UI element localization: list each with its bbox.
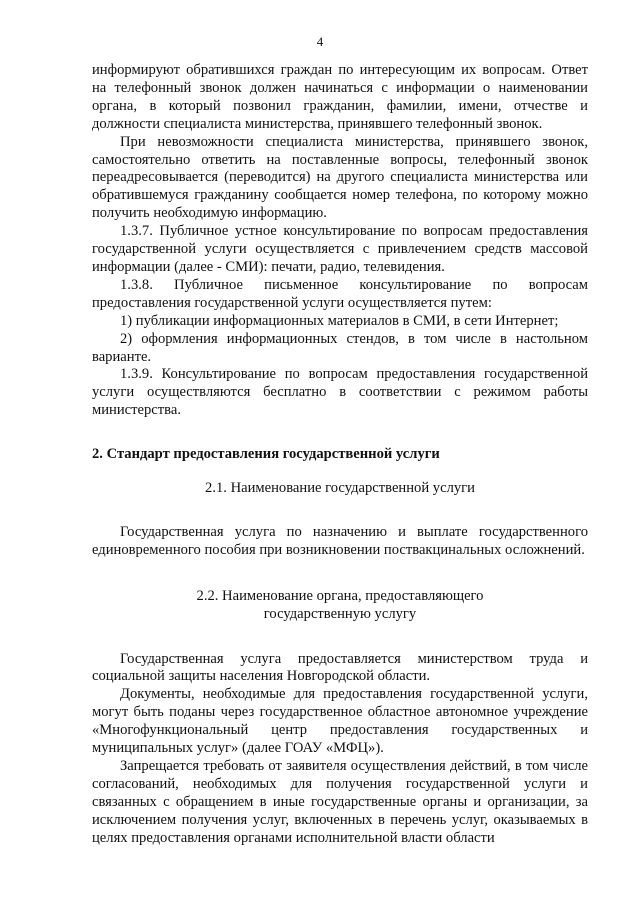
paragraph: 1.3.9. Консультирование по вопросам предоставления государственной услуги осуществляются бесплатно в соответствии с режимом работы министерства. bbox=[92, 366, 588, 419]
subsection-heading-line: 2.2. Наименование органа, предоставляющего bbox=[196, 587, 484, 604]
subsection-heading-line: государственную услугу bbox=[263, 605, 417, 622]
paragraph: 1) публикации информационных материалов в СМИ, в сети Интернет; bbox=[120, 312, 559, 329]
paragraph: информируют обратившихся граждан по интересующим их вопросам. Ответ на телефонный звонок должен начинаться с информации о наименовании органа, в который позвонил гражданин, фамилии, имени, отчестве и должности специалиста министерства, принявшего телефонный звонок. bbox=[92, 62, 588, 132]
paragraph: 1.3.8. Публичное письменное консультирование по вопросам предоставления государственной услуги осуществляется путем: bbox=[92, 276, 588, 311]
subsection-heading bbox=[92, 588, 588, 624]
subsection-heading: 2.1. Наименование государственной услуги bbox=[205, 480, 475, 497]
paragraph: Государственная услуга предоставляется министерством труда и социальной защиты населения Новгородской области. bbox=[92, 650, 588, 685]
paragraph: Государственная услуга по назначению и выплате государственного единовременного пособия при возникновении поствакцинальных осложнений. bbox=[92, 523, 588, 558]
paragraph: Документы, необходимые для предоставления государственной услуги, могут быть поданы через государственное областное автономное учреждение «Многофункциональный центр предоставления государственных и муниципальных услуг» (далее ГОАУ «МФЦ»). bbox=[92, 686, 588, 757]
document-body bbox=[92, 62, 588, 848]
paragraph: При невозможности специалиста министерства, принявшего звонок, самостоятельно ответить на поставленные вопросы, телефонный звонок переадресовывается (переводится) на другого специалиста министерства или обратившемуся гражданину сообщается номер телефона, по которому можно получить необходимую информацию. bbox=[92, 133, 588, 222]
paragraph: 2) оформления информационных стендов, в том числе в настольном варианте. bbox=[92, 330, 588, 365]
paragraph: Запрещается требовать от заявителя осуществления действий, в том числе согласований, необходимых для получения государственной услуги и связанных с обращением в иные государственные органы и организации, за исключением получения услуг, включенных в перечень услуг, оказываемых в целях предоставления органами исполнительной власти области bbox=[92, 758, 588, 846]
paragraph: 1.3.7. Публичное устное консультирование по вопросам предоставления государственной услуги осуществляется с привлечением средств массовой информации (далее - СМИ): печати, радио, телевидения. bbox=[92, 223, 588, 275]
section-heading: 2. Стандарт предоставления государственной услуги bbox=[92, 446, 440, 463]
page-number: 4 bbox=[316, 34, 324, 49]
